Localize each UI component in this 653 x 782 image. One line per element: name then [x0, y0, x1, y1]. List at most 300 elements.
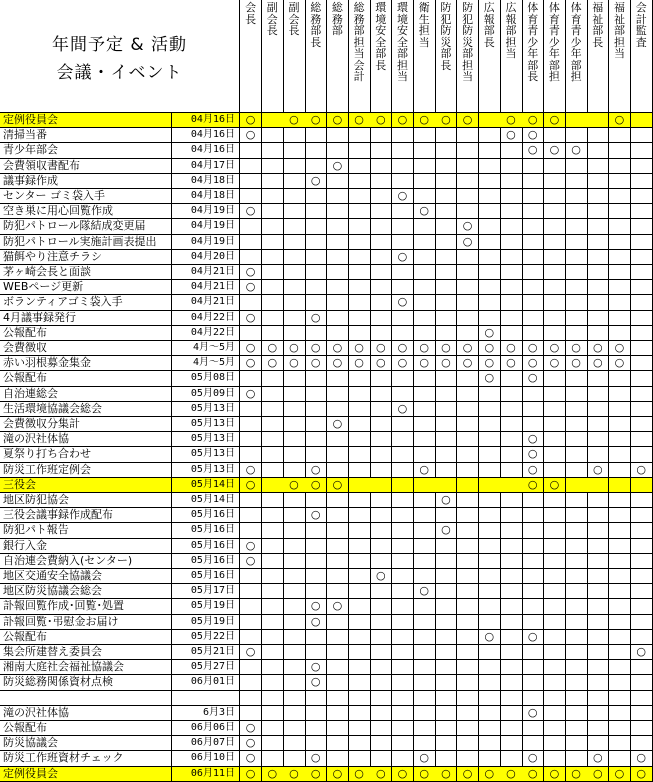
attendance-cell [392, 706, 414, 721]
attendance-cell [262, 675, 284, 690]
event-date: 06月06日 [172, 721, 240, 736]
attendance-cell [305, 721, 327, 736]
attendance-cell [631, 599, 653, 614]
attendance-cell [349, 295, 371, 310]
attendance-cell [392, 508, 414, 523]
attendance-cell [435, 219, 457, 234]
attendance-cell [327, 523, 349, 538]
attendance-cell [262, 523, 284, 538]
attendance-cell [240, 250, 262, 265]
attendance-cell [262, 113, 284, 128]
attendance-mark: ○ [414, 767, 436, 782]
attendance-cell [327, 295, 349, 310]
attendance-mark: ○ [240, 204, 262, 219]
attendance-cell [544, 235, 566, 250]
attendance-mark: ○ [327, 356, 349, 371]
attendance-cell [283, 128, 305, 143]
attendance-cell [609, 478, 631, 493]
event-name: 公報配布 [0, 326, 172, 341]
attendance-cell [500, 204, 522, 219]
attendance-cell [283, 706, 305, 721]
attendance-cell [522, 539, 544, 554]
attendance-mark: ○ [479, 326, 501, 341]
attendance-cell [327, 721, 349, 736]
attendance-mark: ○ [370, 356, 392, 371]
attendance-mark: ○ [283, 767, 305, 782]
attendance-cell [435, 402, 457, 417]
attendance-cell [566, 569, 588, 584]
attendance-cell [305, 554, 327, 569]
attendance-mark: ○ [240, 645, 262, 660]
attendance-cell [631, 417, 653, 432]
attendance-cell [283, 539, 305, 554]
attendance-cell [305, 447, 327, 462]
attendance-cell [414, 630, 436, 645]
attendance-cell [479, 508, 501, 523]
attendance-cell [327, 493, 349, 508]
attendance-cell [240, 174, 262, 189]
attendance-cell [262, 143, 284, 158]
event-date: 04月21日 [172, 295, 240, 310]
event-name: 銀行入金 [0, 539, 172, 554]
attendance-mark: ○ [479, 341, 501, 356]
attendance-cell [479, 447, 501, 462]
event-date: 05月27日 [172, 660, 240, 675]
attendance-cell [631, 341, 653, 356]
attendance-cell [414, 280, 436, 295]
attendance-cell [262, 295, 284, 310]
attendance-mark: ○ [240, 721, 262, 736]
attendance-cell [522, 736, 544, 751]
attendance-cell [240, 493, 262, 508]
attendance-cell [370, 584, 392, 599]
attendance-cell [305, 523, 327, 538]
attendance-cell [544, 493, 566, 508]
attendance-cell [631, 113, 653, 128]
event-name: 地区交通安全協議会 [0, 569, 172, 584]
attendance-cell [240, 219, 262, 234]
attendance-cell [435, 204, 457, 219]
attendance-cell [414, 539, 436, 554]
attendance-cell [544, 174, 566, 189]
attendance-cell [283, 584, 305, 599]
column-header: 環境安全部担当 [392, 0, 414, 113]
attendance-cell [631, 159, 653, 174]
attendance-cell [631, 615, 653, 630]
event-name: 防災工作班定例会 [0, 463, 172, 478]
attendance-cell [609, 387, 631, 402]
attendance-cell [435, 736, 457, 751]
attendance-mark: ○ [522, 751, 544, 766]
attendance-cell [631, 447, 653, 462]
event-date: 06月01日 [172, 675, 240, 690]
attendance-mark: ○ [283, 113, 305, 128]
attendance-mark: ○ [414, 463, 436, 478]
attendance-cell [283, 250, 305, 265]
attendance-cell [435, 387, 457, 402]
attendance-cell [479, 128, 501, 143]
attendance-mark: ○ [327, 478, 349, 493]
attendance-cell [349, 554, 371, 569]
attendance-cell [283, 630, 305, 645]
attendance-mark: ○ [544, 341, 566, 356]
attendance-cell [240, 508, 262, 523]
event-name: 滝の沢社体協 [0, 432, 172, 447]
event-name: WEBページ更新 [0, 280, 172, 295]
attendance-cell [500, 736, 522, 751]
attendance-cell [283, 554, 305, 569]
attendance-cell [587, 250, 609, 265]
attendance-cell [566, 219, 588, 234]
attendance-cell [349, 584, 371, 599]
attendance-cell [544, 569, 566, 584]
attendance-cell [544, 387, 566, 402]
attendance-cell [392, 660, 414, 675]
column-header: 副会長 [262, 0, 284, 113]
attendance-cell [283, 159, 305, 174]
attendance-cell [566, 615, 588, 630]
attendance-mark: ○ [587, 751, 609, 766]
attendance-cell [327, 569, 349, 584]
attendance-mark: ○ [435, 356, 457, 371]
attendance-cell [500, 523, 522, 538]
event-date: 05月16日 [172, 539, 240, 554]
attendance-mark: ○ [283, 341, 305, 356]
attendance-cell [457, 751, 479, 766]
attendance-cell [479, 751, 501, 766]
attendance-cell [544, 432, 566, 447]
attendance-cell [283, 523, 305, 538]
attendance-cell [262, 721, 284, 736]
attendance-mark: ○ [240, 539, 262, 554]
attendance-cell [522, 645, 544, 660]
attendance-cell [349, 250, 371, 265]
attendance-mark: ○ [305, 113, 327, 128]
attendance-cell [370, 143, 392, 158]
attendance-mark: ○ [240, 128, 262, 143]
attendance-cell [609, 417, 631, 432]
attendance-cell [587, 143, 609, 158]
attendance-cell [544, 250, 566, 265]
attendance-cell [240, 630, 262, 645]
event-date: 06月11日 [172, 767, 240, 782]
attendance-cell [587, 508, 609, 523]
attendance-cell [392, 721, 414, 736]
attendance-cell [500, 463, 522, 478]
attendance-cell [305, 204, 327, 219]
column-header: 会長 [240, 0, 262, 113]
attendance-cell [522, 265, 544, 280]
attendance-cell [392, 463, 414, 478]
attendance-cell [327, 402, 349, 417]
attendance-cell [305, 128, 327, 143]
event-name: 空き巣に用心回覧作成 [0, 204, 172, 219]
event-name: センター ゴミ袋入手 [0, 189, 172, 204]
attendance-cell [370, 478, 392, 493]
attendance-cell [631, 189, 653, 204]
attendance-cell [631, 539, 653, 554]
attendance-cell [587, 645, 609, 660]
attendance-cell [435, 417, 457, 432]
event-date: 05月16日 [172, 508, 240, 523]
attendance-cell [262, 311, 284, 326]
attendance-cell [457, 311, 479, 326]
attendance-cell [457, 371, 479, 386]
attendance-cell [283, 508, 305, 523]
attendance-cell [566, 326, 588, 341]
attendance-cell [609, 463, 631, 478]
attendance-mark: ○ [500, 113, 522, 128]
attendance-cell [631, 691, 653, 706]
attendance-cell [566, 584, 588, 599]
attendance-cell [435, 326, 457, 341]
attendance-cell [500, 387, 522, 402]
attendance-cell [566, 387, 588, 402]
attendance-cell [392, 432, 414, 447]
event-date: 4月～5月 [172, 356, 240, 371]
event-name: 訃報回覧作成･回覧･処置 [0, 599, 172, 614]
attendance-mark: ○ [522, 463, 544, 478]
attendance-cell [587, 615, 609, 630]
event-date: 05月19日 [172, 599, 240, 614]
attendance-cell [327, 174, 349, 189]
attendance-cell [349, 615, 371, 630]
attendance-cell [457, 584, 479, 599]
attendance-cell [370, 554, 392, 569]
attendance-cell [414, 387, 436, 402]
attendance-cell [522, 250, 544, 265]
attendance-cell [479, 523, 501, 538]
attendance-mark: ○ [240, 736, 262, 751]
attendance-cell [349, 159, 371, 174]
event-name: 公報配布 [0, 721, 172, 736]
attendance-cell [349, 539, 371, 554]
event-name: 赤い羽根募金集金 [0, 356, 172, 371]
attendance-cell [479, 174, 501, 189]
attendance-cell [587, 660, 609, 675]
attendance-cell [392, 691, 414, 706]
attendance-cell [609, 128, 631, 143]
attendance-mark: ○ [327, 767, 349, 782]
attendance-cell [566, 508, 588, 523]
attendance-cell [283, 463, 305, 478]
attendance-cell [631, 280, 653, 295]
attendance-cell [479, 235, 501, 250]
attendance-cell [566, 539, 588, 554]
event-name: 4月議事録発行 [0, 311, 172, 326]
attendance-cell [500, 402, 522, 417]
attendance-cell [392, 675, 414, 690]
attendance-mark: ○ [327, 599, 349, 614]
attendance-cell [283, 721, 305, 736]
event-name: 防犯パトロール隊結成変更届 [0, 219, 172, 234]
attendance-cell [240, 402, 262, 417]
event-date: 4月～5月 [172, 341, 240, 356]
attendance-cell [370, 447, 392, 462]
attendance-cell [457, 447, 479, 462]
attendance-cell [414, 159, 436, 174]
attendance-cell [392, 539, 414, 554]
attendance-cell [370, 371, 392, 386]
attendance-cell [283, 751, 305, 766]
attendance-cell [609, 326, 631, 341]
attendance-cell [305, 630, 327, 645]
attendance-cell [240, 295, 262, 310]
event-date: 04月18日 [172, 189, 240, 204]
attendance-cell [566, 706, 588, 721]
attendance-cell [392, 417, 414, 432]
attendance-mark: ○ [240, 767, 262, 782]
attendance-cell [283, 432, 305, 447]
attendance-mark: ○ [587, 356, 609, 371]
attendance-cell [479, 478, 501, 493]
attendance-cell [566, 721, 588, 736]
attendance-cell [587, 311, 609, 326]
attendance-cell [349, 751, 371, 766]
attendance-mark: ○ [631, 767, 653, 782]
event-name: 地区防災協議会総会 [0, 584, 172, 599]
event-name: 会費徴収分集計 [0, 417, 172, 432]
attendance-cell [544, 326, 566, 341]
attendance-mark: ○ [457, 341, 479, 356]
attendance-cell [500, 432, 522, 447]
attendance-cell [370, 128, 392, 143]
attendance-mark: ○ [262, 767, 284, 782]
attendance-cell [457, 599, 479, 614]
attendance-cell [283, 599, 305, 614]
attendance-cell [414, 721, 436, 736]
attendance-cell [392, 128, 414, 143]
attendance-cell [544, 204, 566, 219]
attendance-mark: ○ [587, 767, 609, 782]
attendance-cell [370, 508, 392, 523]
attendance-cell [262, 204, 284, 219]
attendance-cell [414, 493, 436, 508]
attendance-mark: ○ [609, 767, 631, 782]
attendance-cell [587, 432, 609, 447]
attendance-cell [414, 219, 436, 234]
attendance-mark: ○ [414, 356, 436, 371]
attendance-cell [370, 174, 392, 189]
attendance-cell [566, 174, 588, 189]
attendance-cell [283, 235, 305, 250]
attendance-cell [370, 691, 392, 706]
attendance-cell [283, 645, 305, 660]
attendance-cell [262, 265, 284, 280]
attendance-cell [522, 599, 544, 614]
attendance-cell [479, 159, 501, 174]
attendance-cell [392, 204, 414, 219]
attendance-cell [262, 447, 284, 462]
attendance-cell [392, 265, 414, 280]
attendance-cell [566, 295, 588, 310]
attendance-mark: ○ [457, 356, 479, 371]
attendance-cell [522, 280, 544, 295]
attendance-cell [435, 432, 457, 447]
attendance-cell [566, 311, 588, 326]
attendance-mark: ○ [522, 767, 544, 782]
attendance-mark: ○ [305, 615, 327, 630]
attendance-cell [305, 189, 327, 204]
attendance-mark: ○ [522, 356, 544, 371]
attendance-cell [587, 326, 609, 341]
attendance-cell [457, 736, 479, 751]
attendance-cell [544, 660, 566, 675]
column-header: 防犯防災部長 [435, 0, 457, 113]
attendance-cell [370, 539, 392, 554]
attendance-cell [500, 250, 522, 265]
event-date: 05月19日 [172, 615, 240, 630]
attendance-cell [370, 630, 392, 645]
attendance-cell [566, 128, 588, 143]
column-header: 総務部担当会計 [349, 0, 371, 113]
attendance-cell [500, 508, 522, 523]
attendance-mark: ○ [349, 113, 371, 128]
attendance-cell [500, 599, 522, 614]
attendance-cell [305, 371, 327, 386]
attendance-cell [435, 706, 457, 721]
attendance-cell [262, 706, 284, 721]
event-date: 06月10日 [172, 751, 240, 766]
attendance-mark: ○ [305, 311, 327, 326]
attendance-cell [262, 235, 284, 250]
event-date: 04月16日 [172, 128, 240, 143]
attendance-cell [327, 751, 349, 766]
attendance-cell [327, 235, 349, 250]
attendance-mark: ○ [305, 675, 327, 690]
attendance-cell [414, 599, 436, 614]
attendance-cell [414, 174, 436, 189]
attendance-mark: ○ [414, 113, 436, 128]
attendance-cell [500, 447, 522, 462]
attendance-cell [566, 432, 588, 447]
attendance-mark: ○ [240, 356, 262, 371]
attendance-mark: ○ [370, 569, 392, 584]
event-date: 04月18日 [172, 174, 240, 189]
attendance-cell [479, 387, 501, 402]
attendance-cell [609, 250, 631, 265]
attendance-cell [587, 265, 609, 280]
attendance-cell [544, 265, 566, 280]
attendance-mark: ○ [522, 143, 544, 158]
attendance-cell [500, 174, 522, 189]
attendance-cell [327, 371, 349, 386]
attendance-cell [414, 311, 436, 326]
event-date: 05月14日 [172, 478, 240, 493]
attendance-cell [522, 691, 544, 706]
attendance-cell [587, 691, 609, 706]
event-name: 公報配布 [0, 630, 172, 645]
attendance-cell [262, 387, 284, 402]
attendance-cell [500, 295, 522, 310]
event-date: 04月19日 [172, 235, 240, 250]
attendance-mark: ○ [349, 356, 371, 371]
attendance-cell [566, 189, 588, 204]
attendance-cell [435, 280, 457, 295]
attendance-mark: ○ [283, 356, 305, 371]
attendance-cell [414, 265, 436, 280]
attendance-cell [457, 645, 479, 660]
attendance-cell [327, 615, 349, 630]
column-header: 総務部長 [305, 0, 327, 113]
attendance-cell [435, 265, 457, 280]
attendance-cell [500, 615, 522, 630]
attendance-cell [631, 554, 653, 569]
attendance-cell [500, 706, 522, 721]
attendance-cell [349, 599, 371, 614]
attendance-cell [435, 235, 457, 250]
attendance-cell [327, 204, 349, 219]
